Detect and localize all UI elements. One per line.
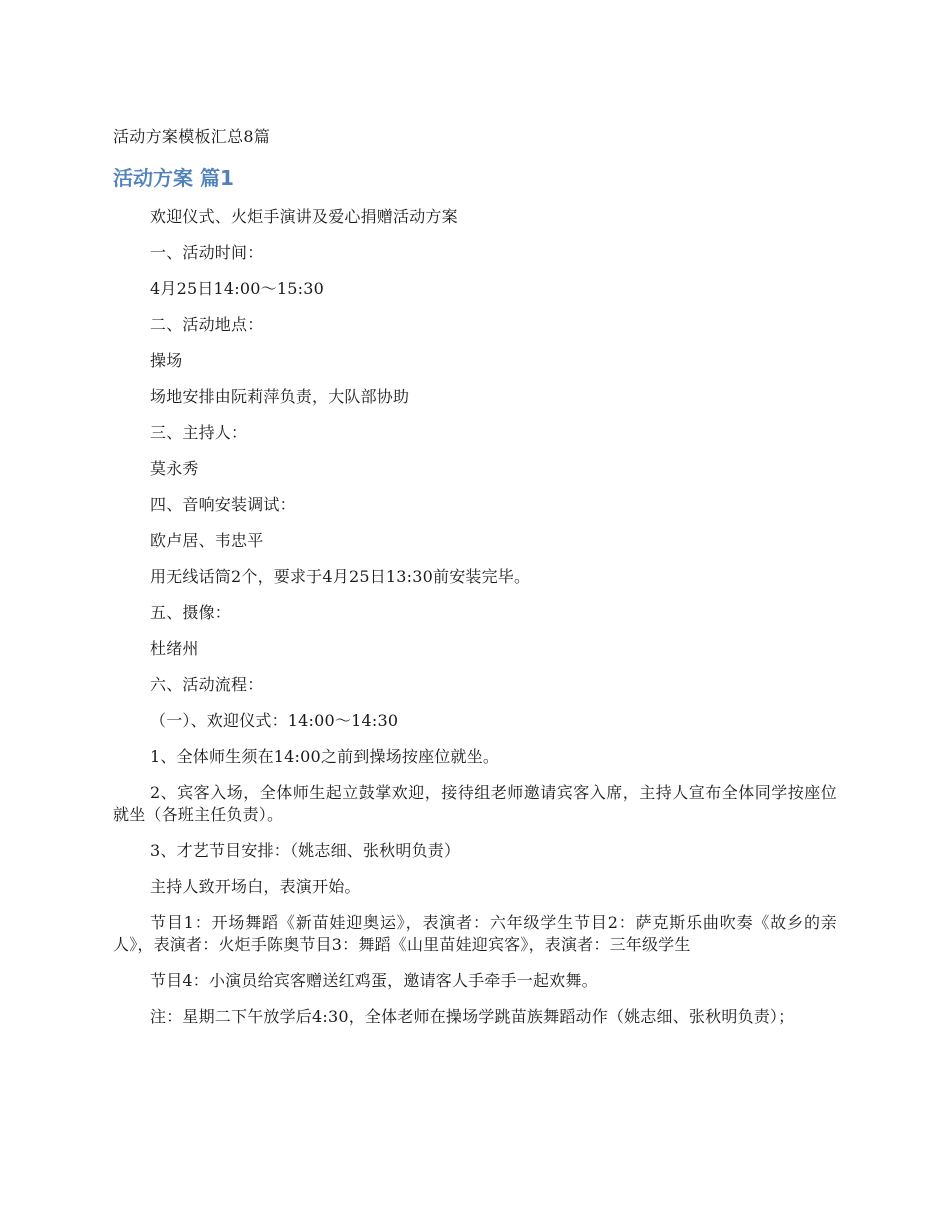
- paragraph: 2、宾客入场，全体师生起立鼓掌欢迎，接待组老师邀请宾客入席，主持人宣布全体同学按座位就坐（各班主任负责）。: [113, 783, 837, 824]
- paragraph: 三、主持人：: [150, 423, 248, 442]
- paragraph: 4月25日14:00～15:30: [150, 279, 324, 298]
- section-heading: 活动方案 篇1: [113, 166, 234, 190]
- paragraph: 操场: [150, 351, 183, 370]
- document-title: 活动方案模板汇总8篇: [113, 127, 271, 146]
- paragraph: 节目4：小演员给宾客赠送红鸡蛋，邀请客人手牵手一起欢舞。: [150, 971, 598, 990]
- paragraph: 莫永秀: [150, 459, 199, 478]
- paragraph: 六、活动流程：: [150, 675, 264, 694]
- paragraph: 场地安排由阮莉萍负责，大队部协助: [150, 387, 410, 406]
- paragraph: 注：星期二下午放学后4:30，全体老师在操场学跳苗族舞蹈动作（姚志细、张秋明负责）；: [150, 1007, 795, 1026]
- paragraph: 一、活动时间：: [150, 243, 264, 262]
- paragraph: 主持人致开场白，表演开始。: [150, 877, 361, 896]
- paragraph: 1、全体师生须在14:00之前到操场按座位就坐。: [150, 747, 500, 766]
- paragraph: （一）、欢迎仪式：14:00～14:30: [150, 711, 399, 730]
- paragraph: 四、音响安装调试：: [150, 495, 296, 514]
- document-page: [113, 122, 837, 1042]
- paragraph: 用无线话筒2个，要求于4月25日13:30前安装完毕。: [150, 567, 531, 586]
- paragraph: 五、摄像：: [150, 603, 232, 622]
- paragraph: 二、活动地点：: [150, 315, 264, 334]
- paragraph: 欢迎仪式、火炬手演讲及爱心捐赠活动方案: [150, 207, 458, 226]
- paragraph: 节目1：开场舞蹈《新苗娃迎奥运》，表演者：六年级学生节目2：萨克斯乐曲吹奏《故乡的亲人》，表演者：火炬手陈奥节目3：舞蹈《山里苗娃迎宾客》，表演者：三年级学生: [113, 913, 837, 954]
- paragraph: 杜绪州: [150, 639, 199, 658]
- paragraph: 3、才艺节目安排：（姚志细、张秋明负责）: [150, 841, 461, 860]
- paragraph: 欧卢居、韦忠平: [150, 531, 264, 550]
